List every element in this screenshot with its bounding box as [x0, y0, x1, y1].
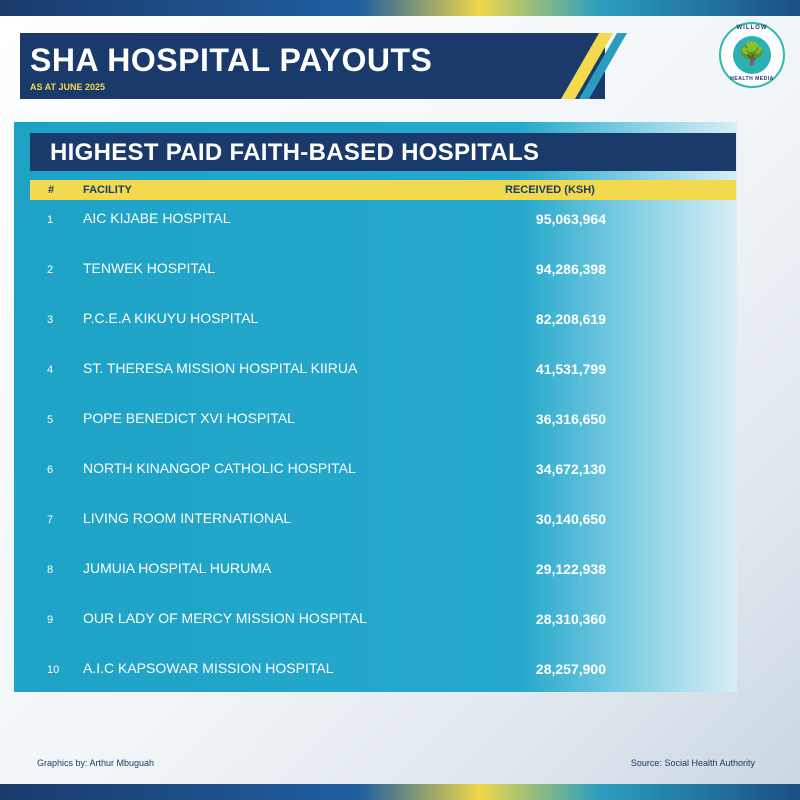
- table-row: [30, 460, 736, 494]
- row-rank: 2: [47, 264, 54, 276]
- table-row: [30, 210, 736, 244]
- table-row: [30, 560, 736, 594]
- row-received: 34,672,130: [535, 461, 606, 477]
- page-title: SHA HOSPITAL PAYOUTS: [30, 42, 433, 78]
- row-facility: AIC KIJABE HOSPITAL: [83, 210, 231, 226]
- row-rank: 1: [47, 214, 54, 226]
- row-received: 28,310,360: [535, 611, 606, 627]
- column-header-facility: FACILITY: [83, 184, 132, 196]
- willow-tree-icon: 🌳: [738, 41, 766, 66]
- row-received: 82,208,619: [535, 311, 606, 327]
- table-row: [30, 610, 736, 644]
- logo-top-text: WILLOW: [736, 25, 768, 31]
- column-header-received: RECEIVED (KSH): [505, 184, 595, 196]
- row-facility: POPE BENEDICT XVI HOSPITAL: [83, 410, 295, 426]
- graphics-credit: Graphics by: Arthur Mbuguah: [37, 758, 155, 768]
- table-row: [30, 660, 736, 694]
- section-title: HIGHEST PAID FAITH-BASED HOSPITALS: [50, 139, 540, 166]
- row-facility: A.I.C KAPSOWAR MISSION HOSPITAL: [83, 660, 334, 676]
- row-received: 30,140,650: [535, 511, 606, 527]
- row-facility: OUR LADY OF MERCY MISSION HOSPITAL: [83, 610, 367, 626]
- table-panel: [14, 122, 737, 692]
- row-rank: 5: [47, 414, 54, 426]
- table-row: [30, 310, 736, 344]
- table-row: [30, 510, 736, 544]
- column-header-rank: #: [48, 184, 55, 196]
- row-received: 36,316,650: [535, 411, 606, 427]
- logo-bottom-text: HEALTH MEDIA: [730, 76, 774, 82]
- table-row: [30, 410, 736, 444]
- table-header: [30, 180, 736, 200]
- row-rank: 10: [47, 664, 60, 676]
- row-received: 28,257,900: [535, 661, 606, 677]
- row-rank: 9: [47, 614, 54, 626]
- row-facility: NORTH KINANGOP CATHOLIC HOSPITAL: [83, 460, 356, 476]
- brand-logo: [719, 22, 785, 88]
- table-row: [30, 260, 736, 294]
- row-rank: 6: [47, 464, 54, 476]
- row-rank: 7: [47, 514, 54, 526]
- page-subtitle: AS AT JUNE 2025: [30, 82, 106, 92]
- bottom-accent-bar: [0, 784, 800, 800]
- row-facility: ST. THERESA MISSION HOSPITAL KIIRUA: [83, 360, 358, 376]
- row-facility: P.C.E.A KIKUYU HOSPITAL: [83, 310, 259, 326]
- row-rank: 3: [47, 314, 54, 326]
- row-facility: TENWEK HOSPITAL: [83, 260, 215, 276]
- logo-badge: [733, 36, 771, 74]
- row-rank: 4: [47, 364, 54, 376]
- row-received: 29,122,938: [535, 561, 606, 577]
- top-accent-bar: [0, 0, 800, 16]
- row-facility: JUMUIA HOSPITAL HURUMA: [83, 560, 272, 576]
- row-facility: LIVING ROOM INTERNATIONAL: [83, 510, 292, 526]
- source-credit: Source: Social Health Authority: [630, 758, 755, 768]
- row-received: 95,063,964: [535, 211, 606, 227]
- row-received: 41,531,799: [535, 361, 606, 377]
- table-row: [30, 360, 736, 394]
- row-rank: 8: [47, 564, 54, 576]
- row-received: 94,286,398: [535, 261, 606, 277]
